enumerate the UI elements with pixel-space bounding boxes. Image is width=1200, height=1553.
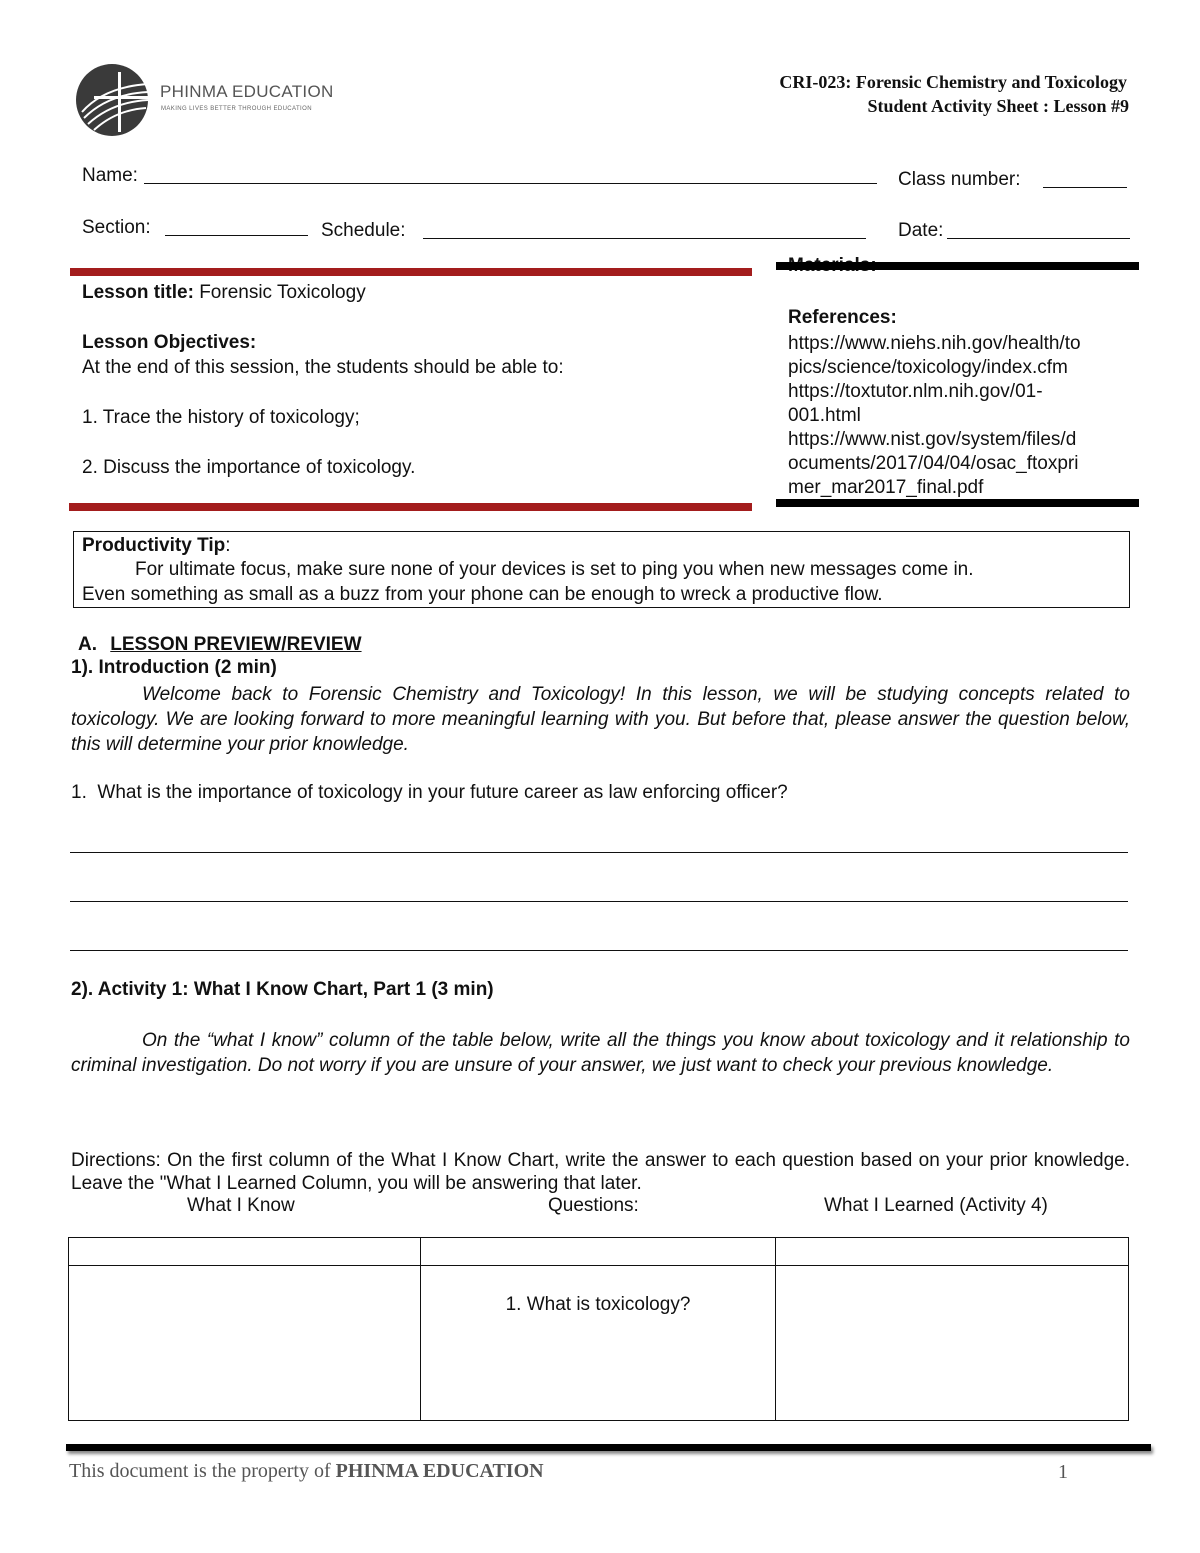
objective-item: 1. Trace the history of toxicology;: [82, 407, 360, 428]
section-field[interactable]: [165, 235, 308, 236]
table-row: [69, 1238, 1129, 1266]
reference-link[interactable]: 001.html: [788, 405, 861, 426]
phinma-logo-icon: [74, 62, 154, 142]
lesson-bottom-rule: [69, 503, 752, 511]
section-a-heading: [78, 634, 362, 656]
reference-link[interactable]: https://www.niehs.nih.gov/health/to: [788, 333, 1081, 354]
footer-rule: [66, 1444, 1151, 1451]
activity1-directions: Directions: On the first column of the What I Know Chart, write the answer to each question based on your prior knowledge. Leave the "What I Learned Column, you will be answering that later.: [71, 1150, 1130, 1194]
lesson-top-rule: [70, 268, 752, 276]
section-a-title: LESSON PREVIEW/REVIEW: [110, 634, 362, 655]
chart-question: 1. What is toxicology?: [505, 1294, 691, 1315]
what-i-know-cell[interactable]: [69, 1266, 421, 1421]
schedule-label: Schedule:: [321, 220, 406, 241]
section-label: Section:: [82, 217, 151, 238]
tip-line1: For ultimate focus, make sure none of your devices is set to ping you when new messages come in.: [135, 559, 974, 580]
answer-line[interactable]: [70, 950, 1128, 951]
objectives-intro: At the end of this session, the students should be able to:: [82, 357, 564, 378]
column-header-know: What I Know: [187, 1195, 295, 1216]
page-number: 1: [1058, 1461, 1068, 1483]
reference-link[interactable]: pics/science/toxicology/index.cfm: [788, 357, 1068, 378]
column-header-questions: Questions:: [548, 1195, 639, 1216]
tip-label-row: [82, 535, 231, 557]
intro-text: Welcome back to Forensic Chemistry and Toxicology! In this lesson, we will be studying concepts related to toxicology. We are looking forward to more meaningful learning with you. But before that, please answer the question below, this will determine your prior knowledge.: [71, 684, 1130, 755]
reference-link[interactable]: ocuments/2017/04/04/osac_ftoxpri: [788, 453, 1079, 474]
sheet-title: Student Activity Sheet : Lesson #9: [867, 96, 1129, 116]
what-i-know-chart: [68, 1237, 1129, 1421]
objectives-label: Lesson Objectives:: [82, 332, 257, 353]
class-number-field[interactable]: [1043, 187, 1127, 188]
intro-heading: 1). Introduction (2 min): [71, 657, 277, 678]
logo-tagline: MAKING LIVES BETTER THROUGH EDUCATION: [161, 106, 312, 112]
table-row: [69, 1266, 1129, 1421]
class-number-label: Class number:: [898, 169, 1021, 190]
reference-link[interactable]: mer_mar2017_final.pdf: [788, 477, 984, 498]
footer-owner: PHINMA EDUCATION: [335, 1460, 544, 1482]
reference-link[interactable]: https://www.nist.gov/system/files/d: [788, 429, 1077, 450]
logo-name: PHINMA EDUCATION: [160, 82, 334, 101]
logo: [74, 62, 334, 142]
tip-colon: :: [225, 535, 231, 556]
what-i-learned-cell[interactable]: [775, 1266, 1128, 1421]
materials-overlap-rule: [776, 262, 1139, 270]
objective-item: 2. Discuss the importance of toxicology.: [82, 457, 416, 478]
sidebar-bottom-rule: [776, 499, 1139, 507]
course-title: CRI-023: Forensic Chemistry and Toxicology: [779, 72, 1127, 92]
column-header-learned: What I Learned (Activity 4): [824, 1195, 1048, 1216]
table-cell: [421, 1238, 775, 1266]
answer-line[interactable]: [70, 901, 1128, 902]
lesson-title-label: Lesson title:: [82, 282, 194, 303]
date-field[interactable]: [947, 238, 1130, 239]
references-label: References:: [788, 307, 897, 328]
question-cell: [421, 1266, 775, 1421]
lesson-title-row: [82, 282, 366, 304]
activity1-instructions: On the “what I know” column of the table below, write all the things you know about toxicology and it relationship to criminal investigation. Do not worry if you are unsure of your answer, we just want to check your previous knowledge.: [71, 1030, 1130, 1076]
reference-link[interactable]: https://toxtutor.nlm.nih.gov/01-: [788, 381, 1043, 402]
answer-line[interactable]: [70, 852, 1128, 853]
section-a-letter: A.: [78, 634, 97, 655]
prior-knowledge-question: 1. What is the importance of toxicology in your future career as law enforcing officer?: [71, 782, 788, 803]
productivity-tip-box: [73, 531, 1130, 608]
date-label: Date:: [898, 220, 944, 241]
name-field[interactable]: [144, 183, 877, 184]
footer-text: [69, 1460, 544, 1483]
activity1-heading: 2). Activity 1: What I Know Chart, Part 1 (3 min): [71, 979, 494, 1000]
footer-property: This document is the property of: [69, 1460, 336, 1482]
schedule-field[interactable]: [423, 238, 866, 239]
table-cell[interactable]: [69, 1238, 421, 1266]
name-label: Name:: [82, 165, 138, 186]
tip-label: Productivity Tip: [82, 535, 226, 556]
lesson-title: Forensic Toxicology: [199, 282, 366, 303]
tip-line2: Even something as small as a buzz from your phone can be enough to wreck a productive flow.: [82, 584, 883, 605]
table-cell[interactable]: [775, 1238, 1128, 1266]
